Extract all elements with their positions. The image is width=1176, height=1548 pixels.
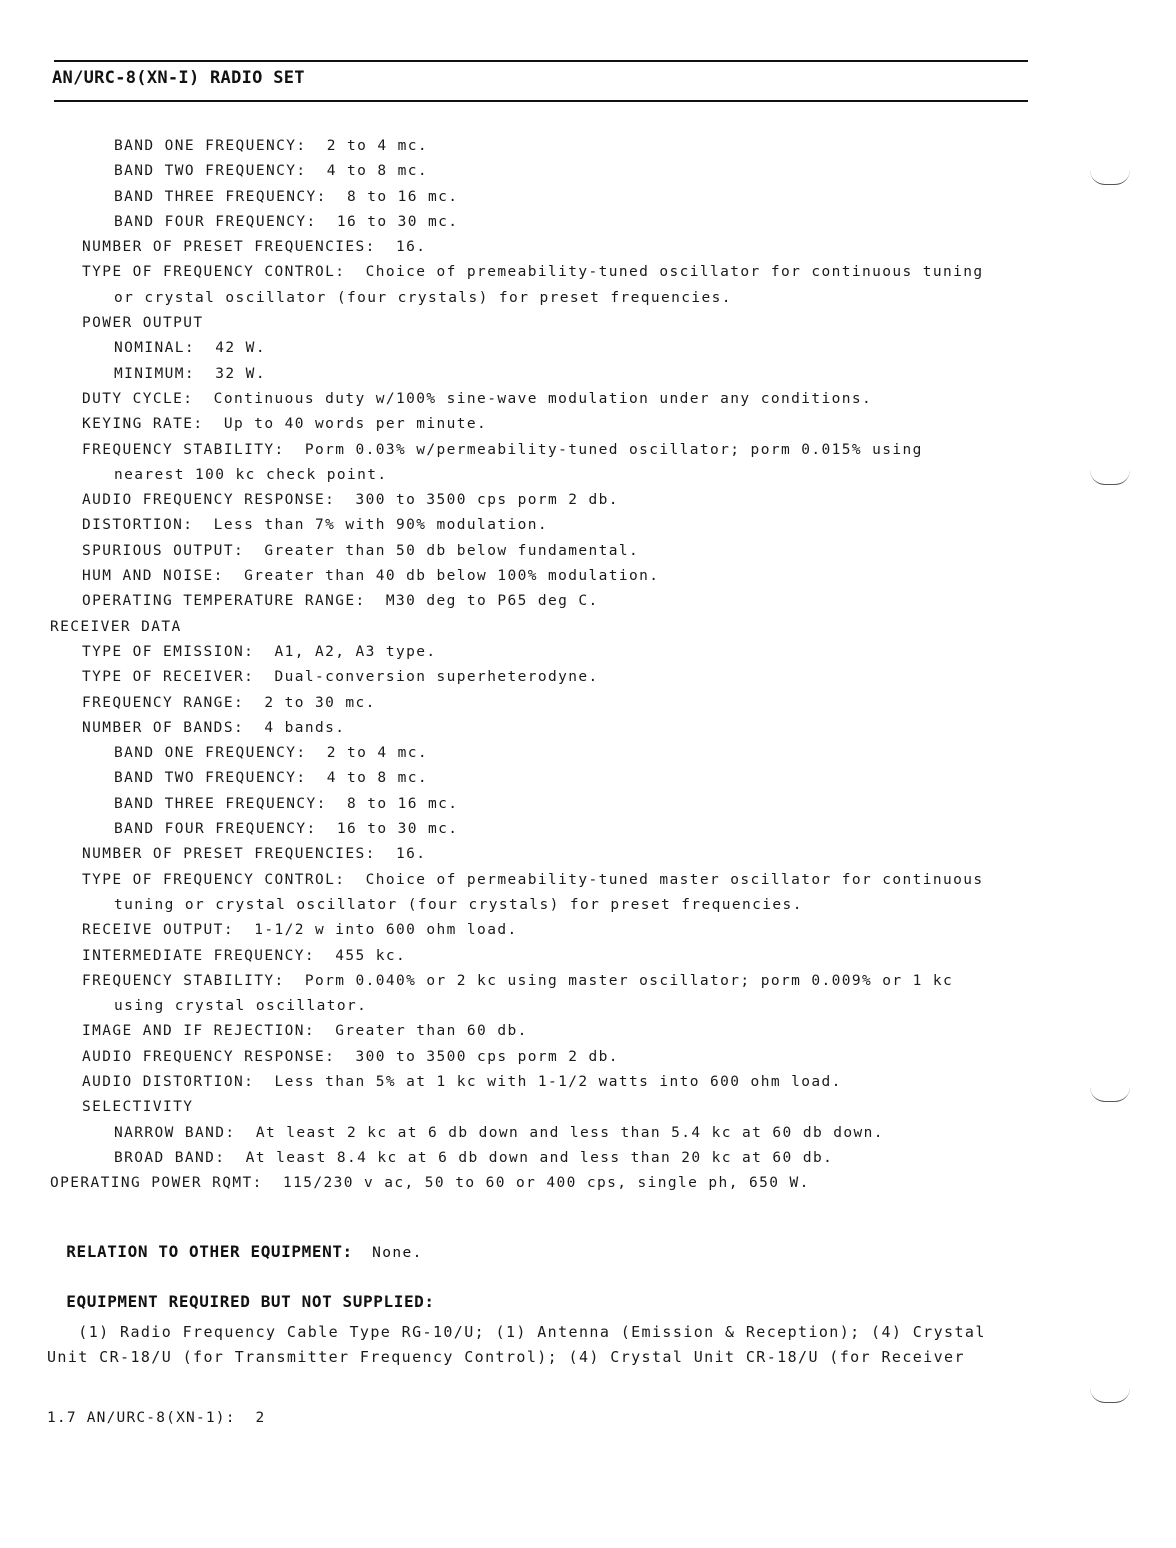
- spec-line: OPERATING POWER RQMT: 115/230 v ac, 50 to 60 or 400 cps, single ph, 650 W.: [50, 1175, 810, 1192]
- required-paragraph: [47, 1320, 1047, 1370]
- spec-line: tuning or crystal oscillator (four crystals) for preset frequencies.: [114, 896, 803, 913]
- spec-line: RECEIVE OUTPUT: 1-1/2 w into 600 ohm load.: [82, 922, 518, 939]
- spec-line: TYPE OF FREQUENCY CONTROL: Choice of premeability-tuned oscillator for continuous tuning: [82, 264, 984, 281]
- spec-line: HUM AND NOISE: Greater than 40 db below 100% modulation.: [82, 568, 660, 585]
- paragraph-line: (1) Radio Frequency Cable Type RG-10/U; (1) Antenna (Emission & Reception); (4) Crystal: [47, 1323, 986, 1341]
- spec-line: INTERMEDIATE FREQUENCY: 455 kc.: [82, 947, 407, 964]
- spec-line: POWER OUTPUT: [82, 315, 204, 332]
- spec-line: or crystal oscillator (four crystals) for preset frequencies.: [114, 289, 732, 306]
- spec-line: TYPE OF EMISSION: A1, A2, A3 type.: [82, 643, 437, 660]
- spec-line: BAND FOUR FREQUENCY: 16 to 30 mc.: [114, 821, 459, 838]
- spec-line: NUMBER OF PRESET FREQUENCIES: 16.: [82, 239, 427, 256]
- spec-line: using crystal oscillator.: [114, 998, 368, 1015]
- spec-line: DISTORTION: Less than 7% with 90% modulation.: [82, 517, 548, 534]
- spec-line: BAND TWO FREQUENCY: 4 to 8 mc.: [114, 163, 429, 180]
- spec-line: DUTY CYCLE: Continuous duty w/100% sine-wave modulation under any conditions.: [82, 390, 873, 407]
- spec-line: MINIMUM: 32 W.: [114, 365, 266, 382]
- spec-line: BAND THREE FREQUENCY: 8 to 16 mc.: [114, 795, 459, 812]
- paragraph-line: Unit CR-18/U (for Transmitter Frequency Control); (4) Crystal Unit CR-18/U (for Receiver: [47, 1348, 965, 1366]
- spec-line: NARROW BAND: At least 2 kc at 6 db down and less than 5.4 kc at 60 db down.: [114, 1124, 884, 1141]
- spec-line: BAND THREE FREQUENCY: 8 to 16 mc.: [114, 188, 459, 205]
- spec-line: NOMINAL: 42 W.: [114, 340, 266, 357]
- page-title: AN/URC-8(XN-I) RADIO SET: [52, 68, 305, 88]
- spec-line: RECEIVER DATA: [50, 618, 182, 635]
- spec-line: AUDIO DISTORTION: Less than 5% at 1 kc with 1-1/2 watts into 600 ohm load.: [82, 1073, 842, 1090]
- spec-line: IMAGE AND IF REJECTION: Greater than 60 db.: [82, 1023, 528, 1040]
- spec-line: SELECTIVITY: [82, 1099, 194, 1116]
- relation-heading: RELATION TO OTHER EQUIPMENT:: [66, 1242, 353, 1261]
- specification-list: [0, 134, 1100, 1196]
- spec-line: BAND ONE FREQUENCY: 2 to 4 mc.: [114, 745, 429, 762]
- spec-line: BROAD BAND: At least 8.4 kc at 6 db down and less than 20 kc at 60 db.: [114, 1149, 834, 1166]
- spec-line: OPERATING TEMPERATURE RANGE: M30 deg to P65 deg C.: [82, 593, 599, 610]
- spec-line: TYPE OF RECEIVER: Dual-conversion superheterodyne.: [82, 669, 599, 686]
- header-rule-top: [54, 60, 1028, 62]
- page-reference: 1.7 AN/URC-8(XN-1): 2: [47, 1410, 266, 1426]
- spec-line: NUMBER OF PRESET FREQUENCIES: 16.: [82, 846, 427, 863]
- relation-value: None.: [372, 1245, 423, 1261]
- spec-line: AUDIO FREQUENCY RESPONSE: 300 to 3500 cps porm 2 db.: [82, 1048, 619, 1065]
- spec-line: BAND TWO FREQUENCY: 4 to 8 mc.: [114, 770, 429, 787]
- spec-line: FREQUENCY RANGE: 2 to 30 mc.: [82, 694, 376, 711]
- spec-line: FREQUENCY STABILITY: Porm 0.040% or 2 kc using master oscillator; porm 0.009% or 1 kc: [82, 972, 954, 989]
- header-rule-bottom: [54, 100, 1028, 102]
- spec-line: TYPE OF FREQUENCY CONTROL: Choice of permeability-tuned master oscillator for continuous: [82, 871, 984, 888]
- spec-line: FREQUENCY STABILITY: Porm 0.03% w/permeability-tuned oscillator; porm 0.015% using: [82, 441, 923, 458]
- spec-line: AUDIO FREQUENCY RESPONSE: 300 to 3500 cps porm 2 db.: [82, 492, 619, 509]
- spec-line: NUMBER OF BANDS: 4 bands.: [82, 719, 346, 736]
- required-heading: EQUIPMENT REQUIRED BUT NOT SUPPLIED:: [66, 1292, 435, 1311]
- spec-line: KEYING RATE: Up to 40 words per minute.: [82, 416, 488, 433]
- binder-hole-mark: [1090, 1388, 1130, 1403]
- spec-line: BAND FOUR FREQUENCY: 16 to 30 mc.: [114, 213, 459, 230]
- required-section: [47, 1274, 435, 1311]
- spec-line: nearest 100 kc check point.: [114, 466, 388, 483]
- spec-line: BAND ONE FREQUENCY: 2 to 4 mc.: [114, 138, 429, 154]
- spec-line: SPURIOUS OUTPUT: Greater than 50 db below fundamental.: [82, 542, 640, 559]
- relation-section: [47, 1224, 423, 1261]
